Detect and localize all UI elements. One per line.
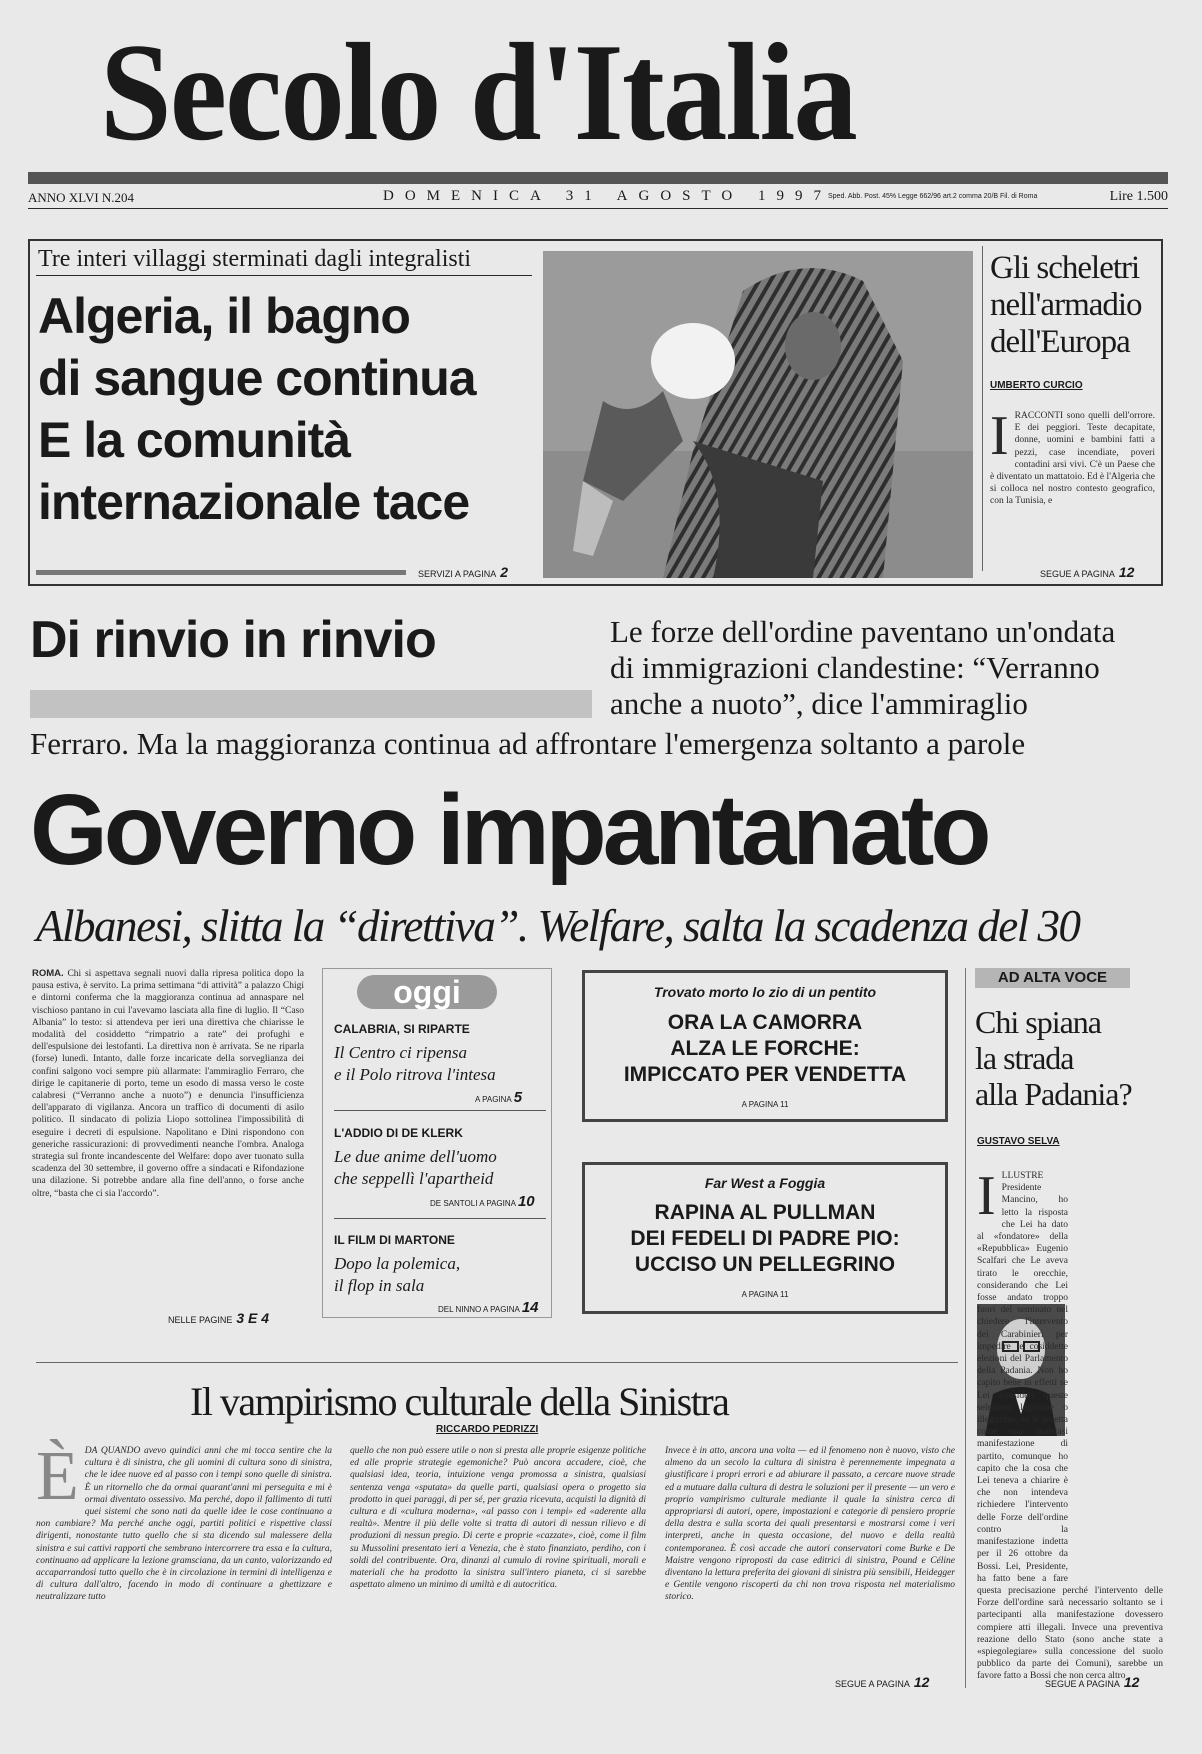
box-headline-line: UCCISO UN PELLEGRINO [634,1253,896,1276]
ref-label: DEL NINNO A PAGINA [438,1305,520,1314]
postal-info: Sped. Abb. Post. 45% Legge 662/96 art.2 comma 20/B Fil. di Roma [828,193,1038,200]
box-headline-line: ALZA LE FORCHE: [670,1037,860,1060]
ref-page: 10 [517,1193,535,1210]
masthead-title: Secolo d'Italia [100,15,856,170]
culture-ref [835,1674,929,1690]
ref-label: SERVIZI A PAGINA [418,569,497,579]
oggi-category: IL FILM DI MARTONE [334,1233,455,1247]
box-headline-line: ORA LA CAMORRA [667,1011,863,1034]
ref-page: 5 [513,1089,523,1106]
ref-page: 12 [1123,1674,1140,1690]
column-text: LLUSTRE Presidente Mancino, ho letto la risposta che Lei ha dato al «fondatore» della «Repubblica» Eugenio Scalfari che Le aveva tirato le orecchie, considerando che Lei fosse andato troppo fuori del seminato nel chiedere l'intervento dei Carabinieri per impedire le cosiddette elezioni del Parlamento della Padania. Non ho capito bene in effetti se Lei consideri queste selezioni legittime o illegittime, se le accetta come una qualsiasi manifestazione di partito, comunque ho capito che la cosa che Lei teneva a chiarire è che non intendeva richiedere l'intervento delle Forze dell'ordine contro la manifestazione indetta per il 26 ottobre da Bossi. Lei, Presidente, ha fatto bene a fare questa precisazione perché l'intervento delle Forze dell'ordine sarà necessario soltanto se i partecipanti alla manifestazione dovessero compiere atti illegali. Invece una preventiva reazione dello Stato (sono anche state a «spiegolegiare» sulla concessione del suolo pubblico da parte dei Comuni), sarebbe un favore fatto a Bossi che non cerca altro [977,1171,1163,1682]
masthead-rule [28,172,1168,184]
oggi-category: CALABRIA, SI RIPARTE [334,1022,470,1036]
photo-icon [543,251,973,578]
editorial-text: RACCONTI sono quelli dell'orrore. E dei peggiori. Teste decapitate, donne, uomini e bambini fatti a pezzi, case incendiate, poveri contadini arsi vivi. C'è un Paese che è diventato un mattatoio. Ed è l'Algeria che si colloca nel nostro contesto geografico, con la Tunisia, e [990,411,1155,507]
oggi-item-text [334,1042,546,1086]
ref-page: 14 [521,1299,539,1316]
oggi-ref [430,1193,535,1210]
lead-ref [418,564,508,580]
editorial-author: UMBERTO CURCIO [990,380,1083,391]
dropcap: È [36,1438,79,1515]
oggi-line: Le due anime dell'uomo [334,1147,497,1166]
deck-line: Le forze dell'ordine paventano un'ondata [610,614,1116,649]
ref-label: SEGUE A PAGINA [835,1679,910,1689]
column-author: GUSTAVO SELVA [977,1136,1060,1147]
portrait-wrap-space [1068,1306,1163,1578]
column-rule [982,246,983,571]
oggi-divider [334,1110,546,1111]
lead-kicker: Tre interi villaggi sterminati dagli integralisti [38,246,472,272]
oggi-divider [334,1218,546,1219]
ref-rule [36,570,406,575]
column-label: AD ALTA VOCE [975,968,1130,988]
politics-headline: Di rinvio in rinvio [30,611,436,669]
politics-text: Chi si aspettava segnali nuovi dalla ripresa politica dopo la pausa estiva, è servito. La prima settimana “di attività” a palazzo Chigi e dintorni conferma che la maggioranza continua ad annaspare nel vischioso pantano in cui l'avevamo lasciata alla fine di luglio. Il “Caso Albania” lo testo: si attendeva per ieri una direttiva che chiarisse le modalità del cosiddetto “rimpatrio a rate” dei profughi e dell'espulsione dei lestofanti. La direttiva non è arrivata. Se ne riparla (forse) lunedì. Intanto, dalle forze incaricate della sorveglianza dei confini salgono voci sempre più allarmate: l'ammiraglio Ferraro, che dirige le capitanerie di porto, teme un esodo di massa verso le coste calabresi (“Verranno anche a nuoto”) e denuncia l'insufficienza dell'apparato di vigilanza. Ancora un traffico di documenti di asilo politico. Il sindacato di polizia Liopo sottolinea l'impossibilità di eseguire i decreti di espulsione. Napolitano e Dini rispondono con generiche rassicurazioni: di provvedimenti neanche l'ombra. Analoga strategia sul fronte incandescente del Welfare: dopo aver tuonato sulla scadenza del 30 settembre, il governo offre a sindacati e Rifondazione una dilazione. Si potrebbe andare alla fine dell'anno, o forse anche oltre, “basta che ci sia l'accordo”. [32,969,305,1199]
editorial-title-line: dell'Europa [990,324,1130,360]
politics-deck-full: Ferraro. Ma la maggioranza continua ad affrontare l'emergenza soltanto a parole [30,726,1026,761]
oggi-line: che seppellì l'apartheid [334,1169,494,1188]
main-subheadline: Albanesi, slitta la “direttiva”. Welfare, salta la scadenza del 30 [36,901,1080,951]
ref-label: A PAGINA [475,1095,512,1104]
deck-line: di immigrazioni clandestine: “Verranno [610,650,1100,685]
camorra-headline [590,1010,940,1088]
culture-col3: Invece è in atto, ancora una volta — ed il fenomeno non è nuovo, visto che almeno da un secolo la cultura di sinistra è perennemente impegnata a giustificare i propri errori e ad abiurare il passato, a cercare nuove strade ed a mutuare dalla cultura di destra le soluzioni per il presente — un vero e proprio vampirismo culturale mediante il quale la sinistra cerca di appropriarsi di autori, opere, impostazioni e categorie di pensiero proprie della destra e sulla scorta dei quali presentarsi e mostrarsi come i veri interpreti, anche in questa occasione, del nuovo e della realtà contemporanea. È così accade che autori conservatori come Burke e De Maistre vengono riproposti da case editrici di sinistra, Pound e Céline diventano la lettura preferita dei giovani di sinistra più sensibili, Heidegger e Gentile vengono riscoperti da chi non trova risposta nel materialismo storico. [665,1446,955,1603]
culture-col1 [36,1438,332,1685]
oggi-line: il flop in sala [334,1276,425,1295]
box-headline-line: RAPINA AL PULLMAN [654,1201,876,1224]
ref-page: 2 [500,564,508,580]
column-divider [965,968,966,1688]
culture-text: DA QUANDO avevo quindici anni che mi tocca sentire che la cultura è di sinistra, che gli uomini di cultura sono di sinistra, che le idee nuove ed al passo con i tempi sono quelle di sinistra. È un ritornello che da ormai quarant'anni mi perseguita e mi è ormai diventato ossessivo. Ma perché, dopo il fallimento di tutti quei sistemi che sono nati da quelle idee le cose continuano a non cambiare? Ma perché anche oggi, partiti politici e rispettive classi dirigenti, nonostante tutto quello che si sta dicendo sul malessere della sinistra e sui cattivi rapporti che sembrano intercorrere tra essa e la cultura, continuano ad applicare la lezione gramsciana, da un canto, valorizzando ed accaparrandosi tutto quello che è in circolazione in termini di intelligenza e di cultura dall'altro, facendo in modo di continuare a ghettizzare e neutralizzare tutto [36,1446,332,1603]
price: Lire 1.500 [1109,189,1168,204]
kicker-rule [36,275,532,276]
issue-date: DOMENICA 31 AGOSTO 1997 [383,188,832,204]
grey-band [30,690,592,718]
dropcap: I [990,405,1009,467]
ref-label: NELLE PAGINE [168,1315,233,1325]
editorial-title [990,250,1158,361]
camorra-ref: A PAGINA 11 [741,1100,789,1109]
oggi-category: L'ADDIO DI DE KLERK [334,1126,463,1140]
column-ref [1045,1674,1139,1690]
lead-headline-line: di sangue continua [38,350,476,406]
dropcap: I [977,1165,996,1227]
oggi-logo: oggi [357,975,497,1009]
oggi-ref [438,1299,539,1316]
ref-page: 3 E 4 [236,1310,270,1326]
box-headline-line: DEI FEDELI DI PADRE PIO: [630,1227,900,1250]
ref-label: SEGUE A PAGINA [1045,1679,1120,1689]
politics-body [32,968,304,1313]
editorial-ref [1040,564,1134,580]
column-title-line: Chi spiana [975,1004,1101,1040]
column-title-line: la strada [975,1040,1074,1076]
dateline [28,188,1168,210]
main-headline: Governo impantanato [30,774,988,886]
oggi-line: Dopo la polemica, [334,1254,461,1273]
oggi-item-text [334,1253,546,1297]
editorial-body [990,405,1155,548]
politics-ref [168,1310,269,1326]
deck-line: anche a nuoto”, dice l'ammiraglio [610,686,1028,721]
oggi-item-text [334,1146,546,1190]
politics-deck [610,614,1170,722]
dateline-rule [28,208,1168,209]
ref-page: 12 [1118,564,1135,580]
box-headline-line: IMPICCATO PER VENDETTA [623,1063,907,1086]
lead-headline [38,285,538,533]
ref-label: SEGUE A PAGINA [1040,569,1115,579]
oggi-line: Il Centro ci ripensa [334,1043,467,1062]
editorial-title-line: Gli scheletri [990,250,1140,286]
dateline-city: ROMA. [32,968,64,979]
culture-col2: quello che non può essere utile o non si presta alle proprie esigenze politiche ed alle proprie strategie egemoniche? Può ancora accadere, cioè, che qualsiasi idea, teoria, intuizione venga promossa a sinistra, qualsiasi sentenza venga «sputata» da quelle parti, qualsiasi opera o progetto sia prodotto in quei paraggi, di per sé, per grazia ricevuta, acquisti la dignità di cultura e di «cultura moderna», «al passo con i tempi» ed «aderente alla realtà». Mentre il più delle volte si tratta di autori di nessun rilievo e di produzioni di nessun pregio. Di certe e proprie «cazzate», cioè, come il film su Mussolini presentato ieri a Venezia, che è stato finanziato, perdiho, con i soldi del contribuente. Ora, dinanzi al cumulo di rovine spirituali, morali e materiali che ha prodotto la sinistra sull'intero pianeta, ci si sarebbe aspettato almeno un minimo di umiltà e di autocritica. [350,1446,646,1591]
foggia-headline [590,1200,940,1278]
lead-headline-line: Algeria, il bagno [38,288,410,344]
section-rule [36,1362,958,1363]
issue-number: ANNO XLVI N.204 [28,190,135,205]
oggi-ref [475,1089,522,1106]
foggia-ref: A PAGINA 11 [741,1290,789,1299]
culture-title: Il vampirismo culturale della Sinistra [190,1379,729,1424]
lead-headline-line: E la comunità [38,412,351,468]
ref-page: 12 [913,1674,930,1690]
foggia-kicker: Far West a Foggia [704,1175,826,1191]
oggi-line: e il Polo ritrova l'intesa [334,1065,496,1084]
column-title [975,1004,1150,1112]
column-title-line: alla Padania? [975,1076,1132,1112]
ref-label: DE SANTOLI A PAGINA [430,1199,516,1208]
culture-author: RICCARDO PEDRIZZI [436,1424,539,1435]
editorial-title-line: nell'armadio [990,287,1142,323]
camorra-kicker: Trovato morto lo zio di un pentito [653,984,877,1000]
lead-headline-line: internazionale tace [38,474,470,530]
